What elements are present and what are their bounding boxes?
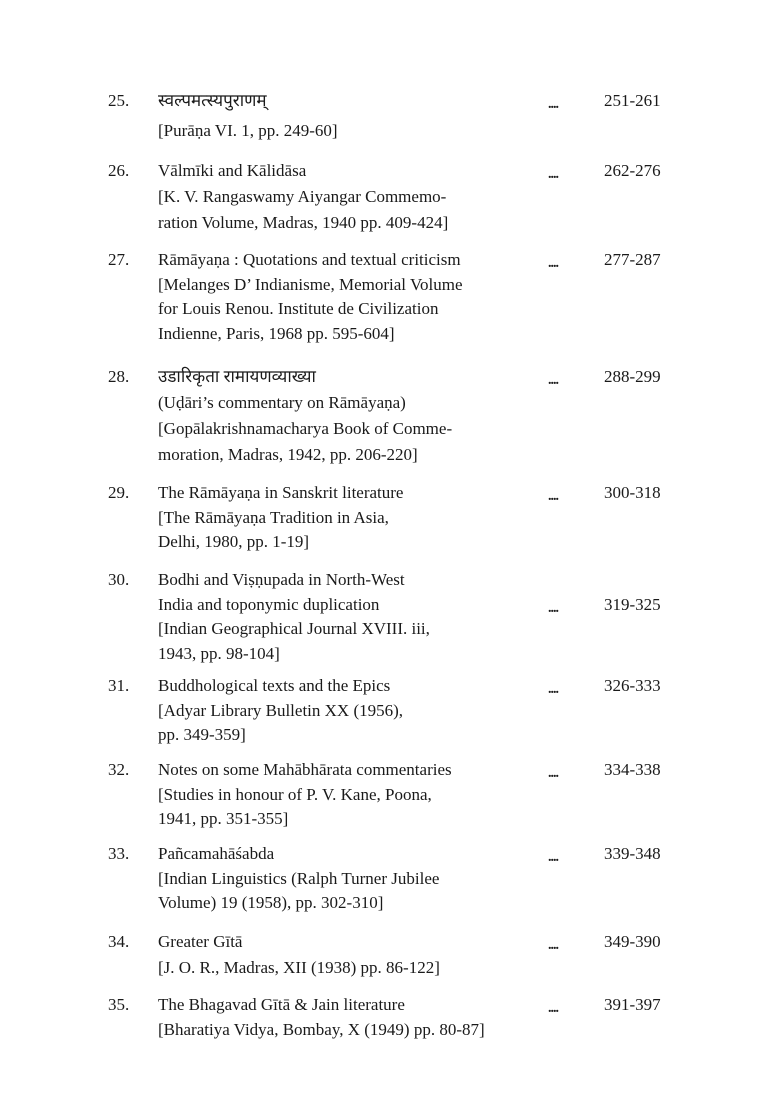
page-range: 262-276	[604, 161, 661, 180]
entry-line: [Gopālakrishnamacharya Book of Comme-	[158, 419, 453, 438]
entry-line: उडारिकृता रामायणव्याख्या	[158, 367, 316, 386]
entry-number: 32.	[108, 760, 130, 779]
entry-line: [K. V. Rangaswamy Aiyangar Commemo-	[158, 187, 447, 206]
entry-number: 31.	[108, 676, 130, 695]
entry-line: The Bhagavad Gītā & Jain literature	[158, 995, 405, 1014]
page-range: 288-299	[604, 367, 661, 386]
page-range: 319-325	[604, 594, 661, 614]
leader-dots: ....	[548, 256, 558, 271]
entry-number: 28.	[108, 367, 130, 386]
entry-text	[158, 364, 530, 468]
entry-line: Vālmīki and Kālidāsa	[158, 161, 307, 180]
page-range: 391-397	[604, 995, 661, 1014]
leader-dots: ....	[548, 167, 558, 182]
entry-number: 26.	[108, 161, 130, 180]
entry-number: 35.	[108, 995, 130, 1014]
entry-line: Rāmāyaṇa : Quotations and textual criticism	[158, 250, 461, 269]
entry-number: 27.	[108, 250, 130, 269]
entry-line: Pañcamahāśabda	[158, 844, 275, 863]
entry-text	[158, 929, 530, 981]
entry-line: Bodhi and Viṣṇupada in North-West	[158, 570, 405, 589]
entry-line: Notes on some Mahābhārata commentaries	[158, 760, 452, 779]
leader-dots: ....	[548, 1001, 558, 1016]
entry-line: India and toponymic duplication	[158, 594, 380, 614]
entry-text	[158, 158, 530, 236]
leader-dots: ....	[548, 489, 558, 504]
entry-line: (Uḍāri’s commentary on Rāmāyaṇa)	[158, 393, 406, 412]
entry-line: 1941, pp. 351-355]	[158, 809, 289, 828]
leader-dots: ....	[548, 97, 558, 112]
entry-text	[158, 86, 530, 146]
entry-line: ration Volume, Madras, 1940 pp. 409-424]	[158, 213, 449, 232]
entry-line: [Purāṇa VI. 1, pp. 249-60]	[158, 121, 338, 140]
entry-number: 30.	[108, 570, 130, 589]
leader-dots: ....	[548, 766, 558, 781]
entry-number: 33.	[108, 844, 130, 863]
entry-line: for Louis Renou. Institute de Civilization	[158, 299, 439, 318]
page-range: 300-318	[604, 483, 661, 502]
entry-text	[158, 481, 530, 555]
entry-line: [Bharatiya Vidya, Bombay, X (1949) pp. 80-87]	[158, 1019, 485, 1039]
entry-text	[158, 674, 530, 748]
entry-text	[158, 842, 530, 916]
entry-line: pp. 349-359]	[158, 725, 246, 744]
entry-line: [Indian Geographical Journal XVIII. iii,	[158, 619, 430, 638]
page-range: 251-261	[604, 91, 661, 110]
page-range: 334-338	[604, 760, 661, 779]
entry-text	[158, 758, 530, 832]
entry-line: moration, Madras, 1942, pp. 206-220]	[158, 445, 418, 464]
leader-dots: ....	[548, 373, 558, 388]
entry-line: Indienne, Paris, 1968 pp. 595-604]	[158, 323, 395, 343]
entry-line: Greater Gītā	[158, 932, 243, 951]
entry-line: स्वल्पमत्स्यपुराणम्	[158, 91, 267, 110]
page-range: 349-390	[604, 932, 661, 951]
entry-number: 29.	[108, 483, 130, 502]
entry-line: [The Rāmāyaṇa Tradition in Asia,	[158, 507, 389, 527]
page-range: 339-348	[604, 844, 661, 863]
entry-line: [J. O. R., Madras, XII (1938) pp. 86-122]	[158, 958, 440, 977]
entry-line: Buddhological texts and the Epics	[158, 676, 391, 695]
entry-line: The Rāmāyaṇa in Sanskrit literature	[158, 483, 404, 502]
entry-number: 25.	[108, 91, 130, 110]
page-range: 326-333	[604, 676, 661, 695]
entry-line: [Melanges D’ Indianisme, Memorial Volume	[158, 274, 463, 294]
entry-line: [Studies in honour of P. V. Kane, Poona,	[158, 784, 432, 804]
leader-dots: ....	[548, 938, 558, 953]
leader-dots: ....	[548, 600, 558, 616]
entry-line: [Indian Linguistics (Ralph Turner Jubilee	[158, 868, 440, 888]
entry-text	[158, 568, 530, 666]
entry-line: Delhi, 1980, pp. 1-19]	[158, 532, 310, 551]
entry-line: Volume) 19 (1958), pp. 302-310]	[158, 893, 384, 912]
entry-text	[158, 248, 530, 346]
leader-dots: ....	[548, 682, 558, 697]
entry-number: 34.	[108, 932, 130, 951]
entry-line: 1943, pp. 98-104]	[158, 643, 280, 663]
page-range: 277-287	[604, 250, 661, 269]
leader-dots: ....	[548, 850, 558, 865]
entry-line: [Adyar Library Bulletin XX (1956),	[158, 700, 404, 720]
entry-text	[158, 993, 530, 1042]
